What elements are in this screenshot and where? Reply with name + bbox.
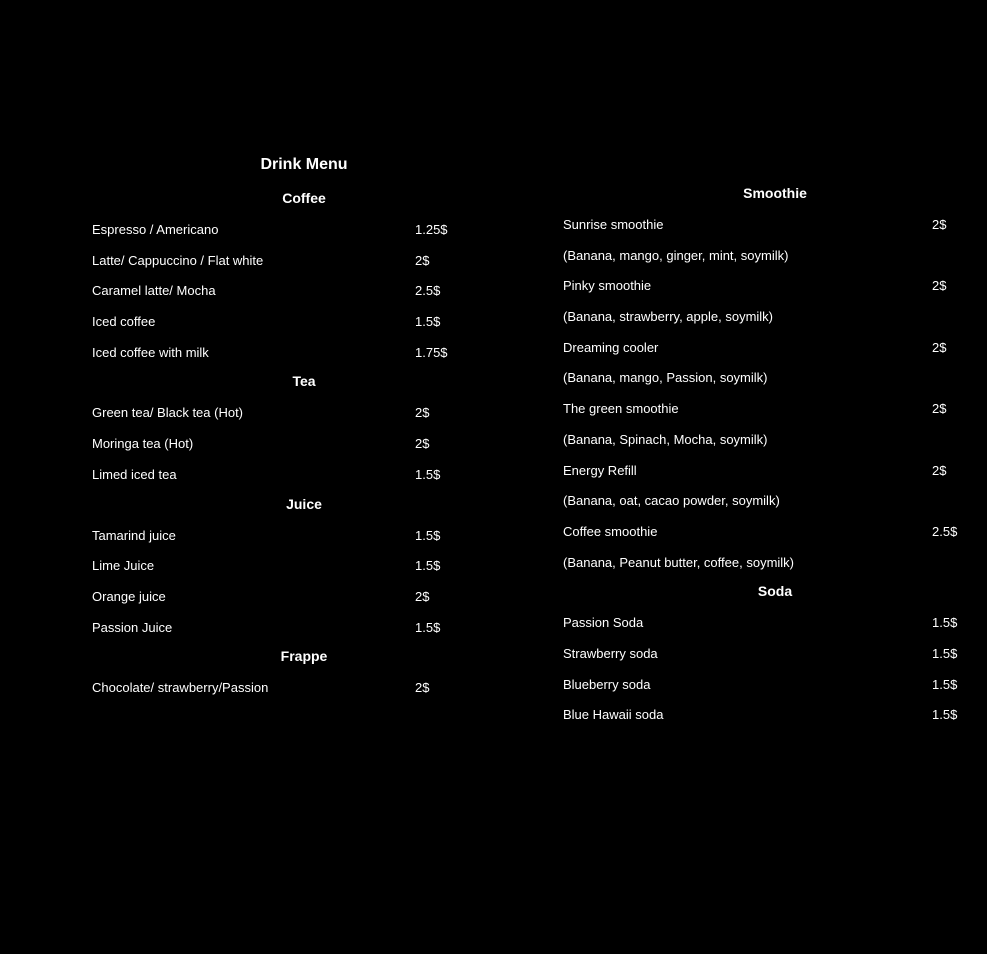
item-name: Energy Refill <box>563 462 637 478</box>
item-price: 2$ <box>415 405 430 421</box>
section-title: Coffee <box>282 190 326 206</box>
item-price: 2$ <box>932 278 947 294</box>
menu-section-tea <box>92 368 516 490</box>
item-name: Limed iced tea <box>92 466 177 482</box>
item-name: Strawberry soda <box>563 645 658 661</box>
item-price: 2$ <box>415 252 430 268</box>
left-column <box>92 185 516 704</box>
menu-item <box>563 639 987 670</box>
item-name: Blue Hawaii soda <box>563 707 664 723</box>
section-title: Juice <box>286 495 322 512</box>
item-name: Blueberry soda <box>563 676 651 692</box>
item-price: 2$ <box>415 436 430 452</box>
menu-item <box>92 673 516 704</box>
item-name: The green smoothie <box>563 401 679 417</box>
menu-item <box>563 456 987 487</box>
menu-item <box>563 608 987 639</box>
menu-item <box>563 670 987 701</box>
menu-item <box>92 582 516 613</box>
menu-item <box>563 700 987 731</box>
menu-item <box>563 394 987 425</box>
menu-item <box>92 551 516 582</box>
menu-item <box>92 276 516 307</box>
item-price: 1.5$ <box>415 558 441 574</box>
item-price: 1.5$ <box>415 619 441 635</box>
item-price: 1.5$ <box>415 314 441 330</box>
ingredients-text: (Banana, oat, cacao powder, soymilk) <box>563 493 780 509</box>
item-name: Green tea/ Black tea (Hot) <box>92 405 244 421</box>
item-price: 2$ <box>932 339 947 355</box>
item-name: Passion Soda <box>563 615 644 631</box>
menu-item <box>563 517 987 548</box>
item-name: Moringa tea (Hot) <box>92 436 194 452</box>
item-name: Chocolate/ strawberry/Passion <box>92 680 269 696</box>
item-price: 2.5$ <box>932 523 958 539</box>
item-price: 2$ <box>932 462 947 478</box>
item-price: 2$ <box>932 401 947 417</box>
section-title: Frappe <box>280 648 328 665</box>
section-title: Smoothie <box>743 185 807 201</box>
ingredients-text: (Banana, Spinach, Mocha, soymilk) <box>563 431 768 447</box>
item-name: Pinky smoothie <box>563 278 652 294</box>
menu-section-juice <box>92 491 516 644</box>
menu-item-ingredients <box>563 486 987 517</box>
item-name: Tamarind juice <box>92 527 176 543</box>
menu-section-smoothie <box>563 180 987 578</box>
item-price: 1.5$ <box>415 466 441 482</box>
menu-item <box>92 246 516 277</box>
item-name: Sunrise smoothie <box>563 217 664 232</box>
section-title: Soda <box>757 583 793 600</box>
menu-item <box>92 307 516 338</box>
menu-item-ingredients <box>563 302 987 333</box>
section-title: Tea <box>292 373 316 390</box>
right-column <box>563 180 987 731</box>
ingredients-text: (Banana, mango, ginger, mint, soymilk) <box>563 247 789 263</box>
ingredients-text: (Banana, mango, Passion, soymilk) <box>563 370 768 386</box>
item-price: 1.25$ <box>415 222 448 237</box>
menu-item <box>563 271 987 302</box>
item-name: Latte/ Cappuccino / Flat white <box>92 252 264 268</box>
menu-item-ingredients <box>563 548 987 579</box>
item-name: Passion Juice <box>92 619 173 635</box>
menu-section-coffee <box>92 185 516 368</box>
item-name: Espresso / Americano <box>92 222 219 237</box>
item-name: Lime Juice <box>92 558 155 574</box>
menu-item <box>563 210 987 241</box>
menu-item <box>92 338 516 369</box>
item-price: 1.5$ <box>932 676 958 692</box>
ingredients-text: (Banana, Peanut butter, coffee, soymilk) <box>563 554 795 570</box>
item-name: Iced coffee <box>92 314 156 330</box>
item-price: 2$ <box>415 680 430 696</box>
item-price: 2.5$ <box>415 283 441 299</box>
menu-item <box>563 333 987 364</box>
menu-item <box>92 613 516 644</box>
item-price: 2$ <box>415 588 430 604</box>
menu-item-ingredients <box>563 425 987 456</box>
item-price: 1.5$ <box>932 645 958 661</box>
ingredients-text: (Banana, strawberry, apple, soymilk) <box>563 309 774 325</box>
item-price: 2$ <box>932 217 947 232</box>
item-name: Coffee smoothie <box>563 523 658 539</box>
menu-section-soda <box>563 578 987 731</box>
menu-section-frappe <box>92 643 516 704</box>
item-price: 1.5$ <box>932 707 958 723</box>
menu-title: Drink Menu <box>260 156 348 173</box>
item-price: 1.5$ <box>415 527 441 543</box>
item-price: 1.5$ <box>932 615 958 631</box>
menu-item-ingredients <box>563 241 987 272</box>
menu-item <box>92 215 516 246</box>
item-name: Iced coffee with milk <box>92 344 209 360</box>
item-name: Dreaming cooler <box>563 339 659 355</box>
item-name: Orange juice <box>92 588 166 604</box>
item-price: 1.75$ <box>415 344 448 360</box>
menu-item-ingredients <box>563 363 987 394</box>
menu-item <box>92 460 516 491</box>
menu-item <box>92 429 516 460</box>
menu-item <box>92 398 516 429</box>
item-name: Caramel latte/ Mocha <box>92 283 216 299</box>
menu-item <box>92 521 516 552</box>
